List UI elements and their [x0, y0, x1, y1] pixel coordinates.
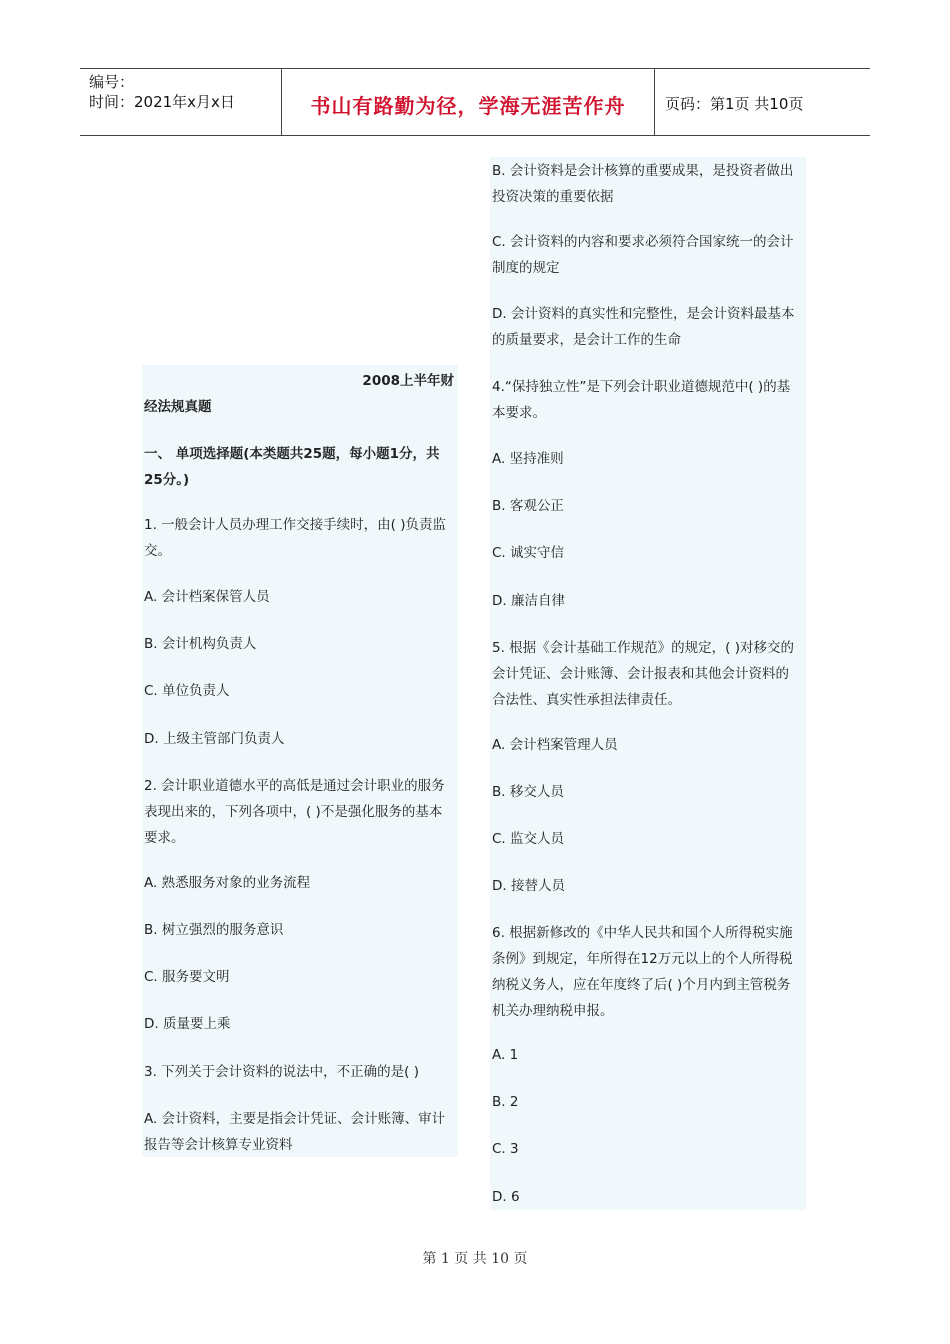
- q3-option-a: A. 会计资料，主要是指会计凭证、会计账簿、审计报告等会计核算专业资料: [144, 1111, 446, 1153]
- q1-option-a: A. 会计档案保管人员: [144, 589, 270, 605]
- q2-option-c: C. 服务要文明: [144, 969, 230, 985]
- q2-option-a: A. 熟悉服务对象的业务流程: [144, 875, 311, 891]
- q5-option-a: A. 会计档案管理人员: [492, 737, 618, 753]
- header-top-rule: [80, 68, 870, 69]
- q3-option-c: C. 会计资料的内容和要求必须符合国家统一的会计制度的规定: [492, 234, 794, 276]
- q5-option-c: C. 监交人员: [492, 831, 565, 847]
- question-5: 5. 根据《会计基础工作规范》的规定，( )对移交的会计凭证、会计账簿、会计报表和其他会计资料的合法性、真实性承担法律责任。: [492, 640, 794, 708]
- page-footer: 第 1 页 共 10 页: [422, 1251, 528, 1267]
- header-motto: 书山有路勤为径，学海无涯苦作舟: [310, 94, 626, 118]
- question-4: 4.“保持独立性”是下列会计职业道德规范中( )的基本要求。: [492, 379, 791, 421]
- q2-option-d: D. 质量要上乘: [144, 1016, 231, 1032]
- q5-option-b: B. 移交人员: [492, 784, 564, 800]
- document-number-label: 编号：: [89, 73, 135, 91]
- q1-option-d: D. 上级主管部门负责人: [144, 731, 285, 747]
- q6-option-c: C. 3: [492, 1141, 519, 1157]
- document-time-label: 时间：2021年x月x日: [89, 93, 235, 111]
- q3-option-b: B. 会计资料是会计核算的重要成果，是投资者做出投资决策的重要依据: [492, 163, 794, 205]
- right-column: [490, 157, 806, 1210]
- q2-option-b: B. 树立强烈的服务意识: [144, 922, 284, 938]
- question-6: 6. 根据新修改的《中华人民共和国个人所得税实施条例》到规定，年所得在12万元以上的个人所得税纳税义务人，应在年度终了后( )个月内到主管税务机关办理纳税申报。: [492, 925, 793, 1019]
- header-divider-right: [654, 68, 655, 136]
- q4-option-a: A. 坚持准则: [492, 451, 564, 467]
- q5-option-d: D. 接替人员: [492, 878, 565, 894]
- q1-option-b: B. 会计机构负责人: [144, 636, 257, 652]
- exam-title-line1: 2008上半年财: [362, 373, 454, 389]
- header-page-info: 页码：第1页 共10页: [665, 95, 804, 113]
- q4-option-d: D. 廉洁自律: [492, 593, 565, 609]
- q4-option-b: B. 客观公正: [492, 498, 564, 514]
- question-2: 2. 会计职业道德水平的高低是通过会计职业的服务表现出来的，下列各项中，( )不是强化服务的基本要求。: [144, 778, 445, 846]
- q6-option-d: D. 6: [492, 1189, 520, 1205]
- exam-title-line2: 经法规真题: [144, 399, 212, 415]
- q1-option-c: C. 单位负责人: [144, 683, 230, 699]
- header-bottom-rule: [80, 135, 870, 136]
- left-column: [142, 365, 458, 1157]
- section-heading: 一、 单项选择题(本类题共25题，每小题1分，共25分。): [144, 446, 440, 488]
- q3-option-d: D. 会计资料的真实性和完整性，是会计资料最基本的质量要求，是会计工作的生命: [492, 306, 795, 348]
- question-1: 1. 一般会计人员办理工作交接手续时，由( )负责监交。: [144, 517, 446, 559]
- q4-option-c: C. 诚实守信: [492, 545, 565, 561]
- header-meta: [89, 72, 235, 112]
- q6-option-b: B. 2: [492, 1094, 519, 1110]
- question-3: 3. 下列关于会计资料的说法中，不正确的是( ): [144, 1064, 419, 1080]
- q6-option-a: A. 1: [492, 1047, 519, 1063]
